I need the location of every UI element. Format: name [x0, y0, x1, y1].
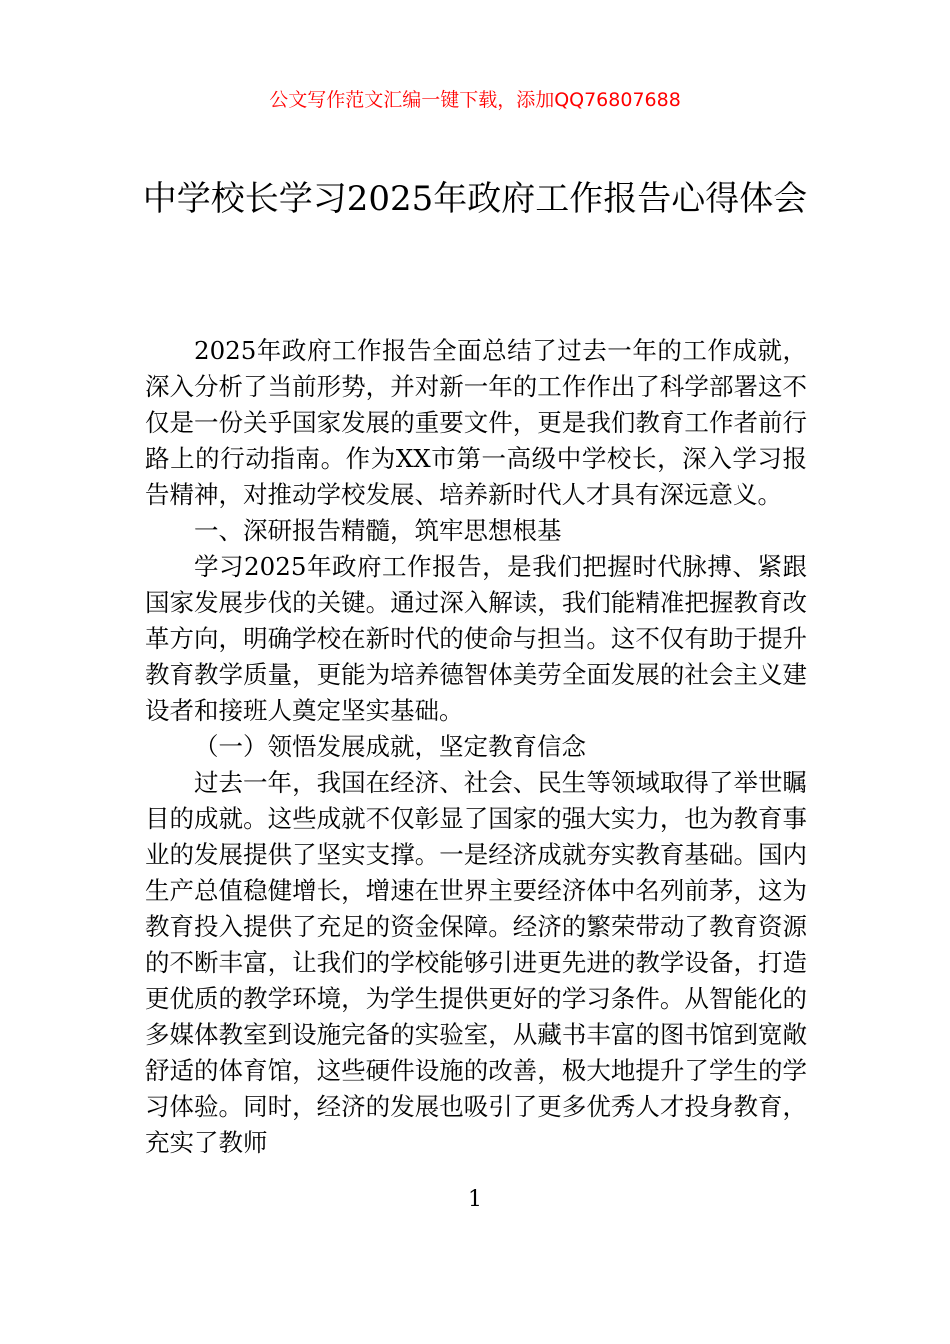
document-body — [145, 333, 807, 1161]
watermark-banner: 公文写作范文汇编一键下载，添加QQ76807688 — [269, 89, 681, 111]
body-paragraph: 学习2025年政府工作报告，是我们把握时代脉搏、紧跟国家发展步伐的关键。通过深入解读，我们能精准把握教育改革方向，明确学校在新时代的使命与担当。这不仅有助于提升教育教学质量，更能为培养德智体美劳全面发展的社会主义建设者和接班人奠定坚实基础。 — [145, 552, 807, 725]
page-number: 1 — [468, 1187, 482, 1212]
subsection-heading: （一）领悟发展成就，坚定教育信念 — [194, 732, 586, 761]
body-paragraph: 2025年政府工作报告全面总结了过去一年的工作成就，深入分析了当前形势，并对新一年的工作作出了科学部署这不仅是一份关乎国家发展的重要文件，更是我们教育工作者前行路上的行动指南。作为XX市第一高级中学校长，深入学习报告精神，对推动学校发展、培养新时代人才具有深远意义。 — [145, 336, 807, 509]
section-heading: 一、深研报告精髓，筑牢思想根基 — [194, 516, 562, 545]
document-title: 中学校长学习2025年政府工作报告心得体会 — [142, 179, 808, 219]
body-paragraph: 过去一年，我国在经济、社会、民生等领域取得了举世瞩目的成就。这些成就不仅彰显了国家的强大实力，也为教育事业的发展提供了坚实支撑。一是经济成就夯实教育基础。国内生产总值稳健增长，增速在世界主要经济体中名列前茅，这为教育投入提供了充足的资金保障。经济的繁荣带动了教育资源的不断丰富，让我们的学校能够引进更先进的教学设备，打造更优质的教学环境，为学生提供更好的学习条件。从智能化的多媒体教室到设施完备的实验室，从藏书丰富的图书馆到宽敞舒适的体育馆，这些硬件设施的改善，极大地提升了学生的学习体验。同时，经济的发展也吸引了更多优秀人才投身教育，充实了教师 — [145, 768, 807, 1157]
